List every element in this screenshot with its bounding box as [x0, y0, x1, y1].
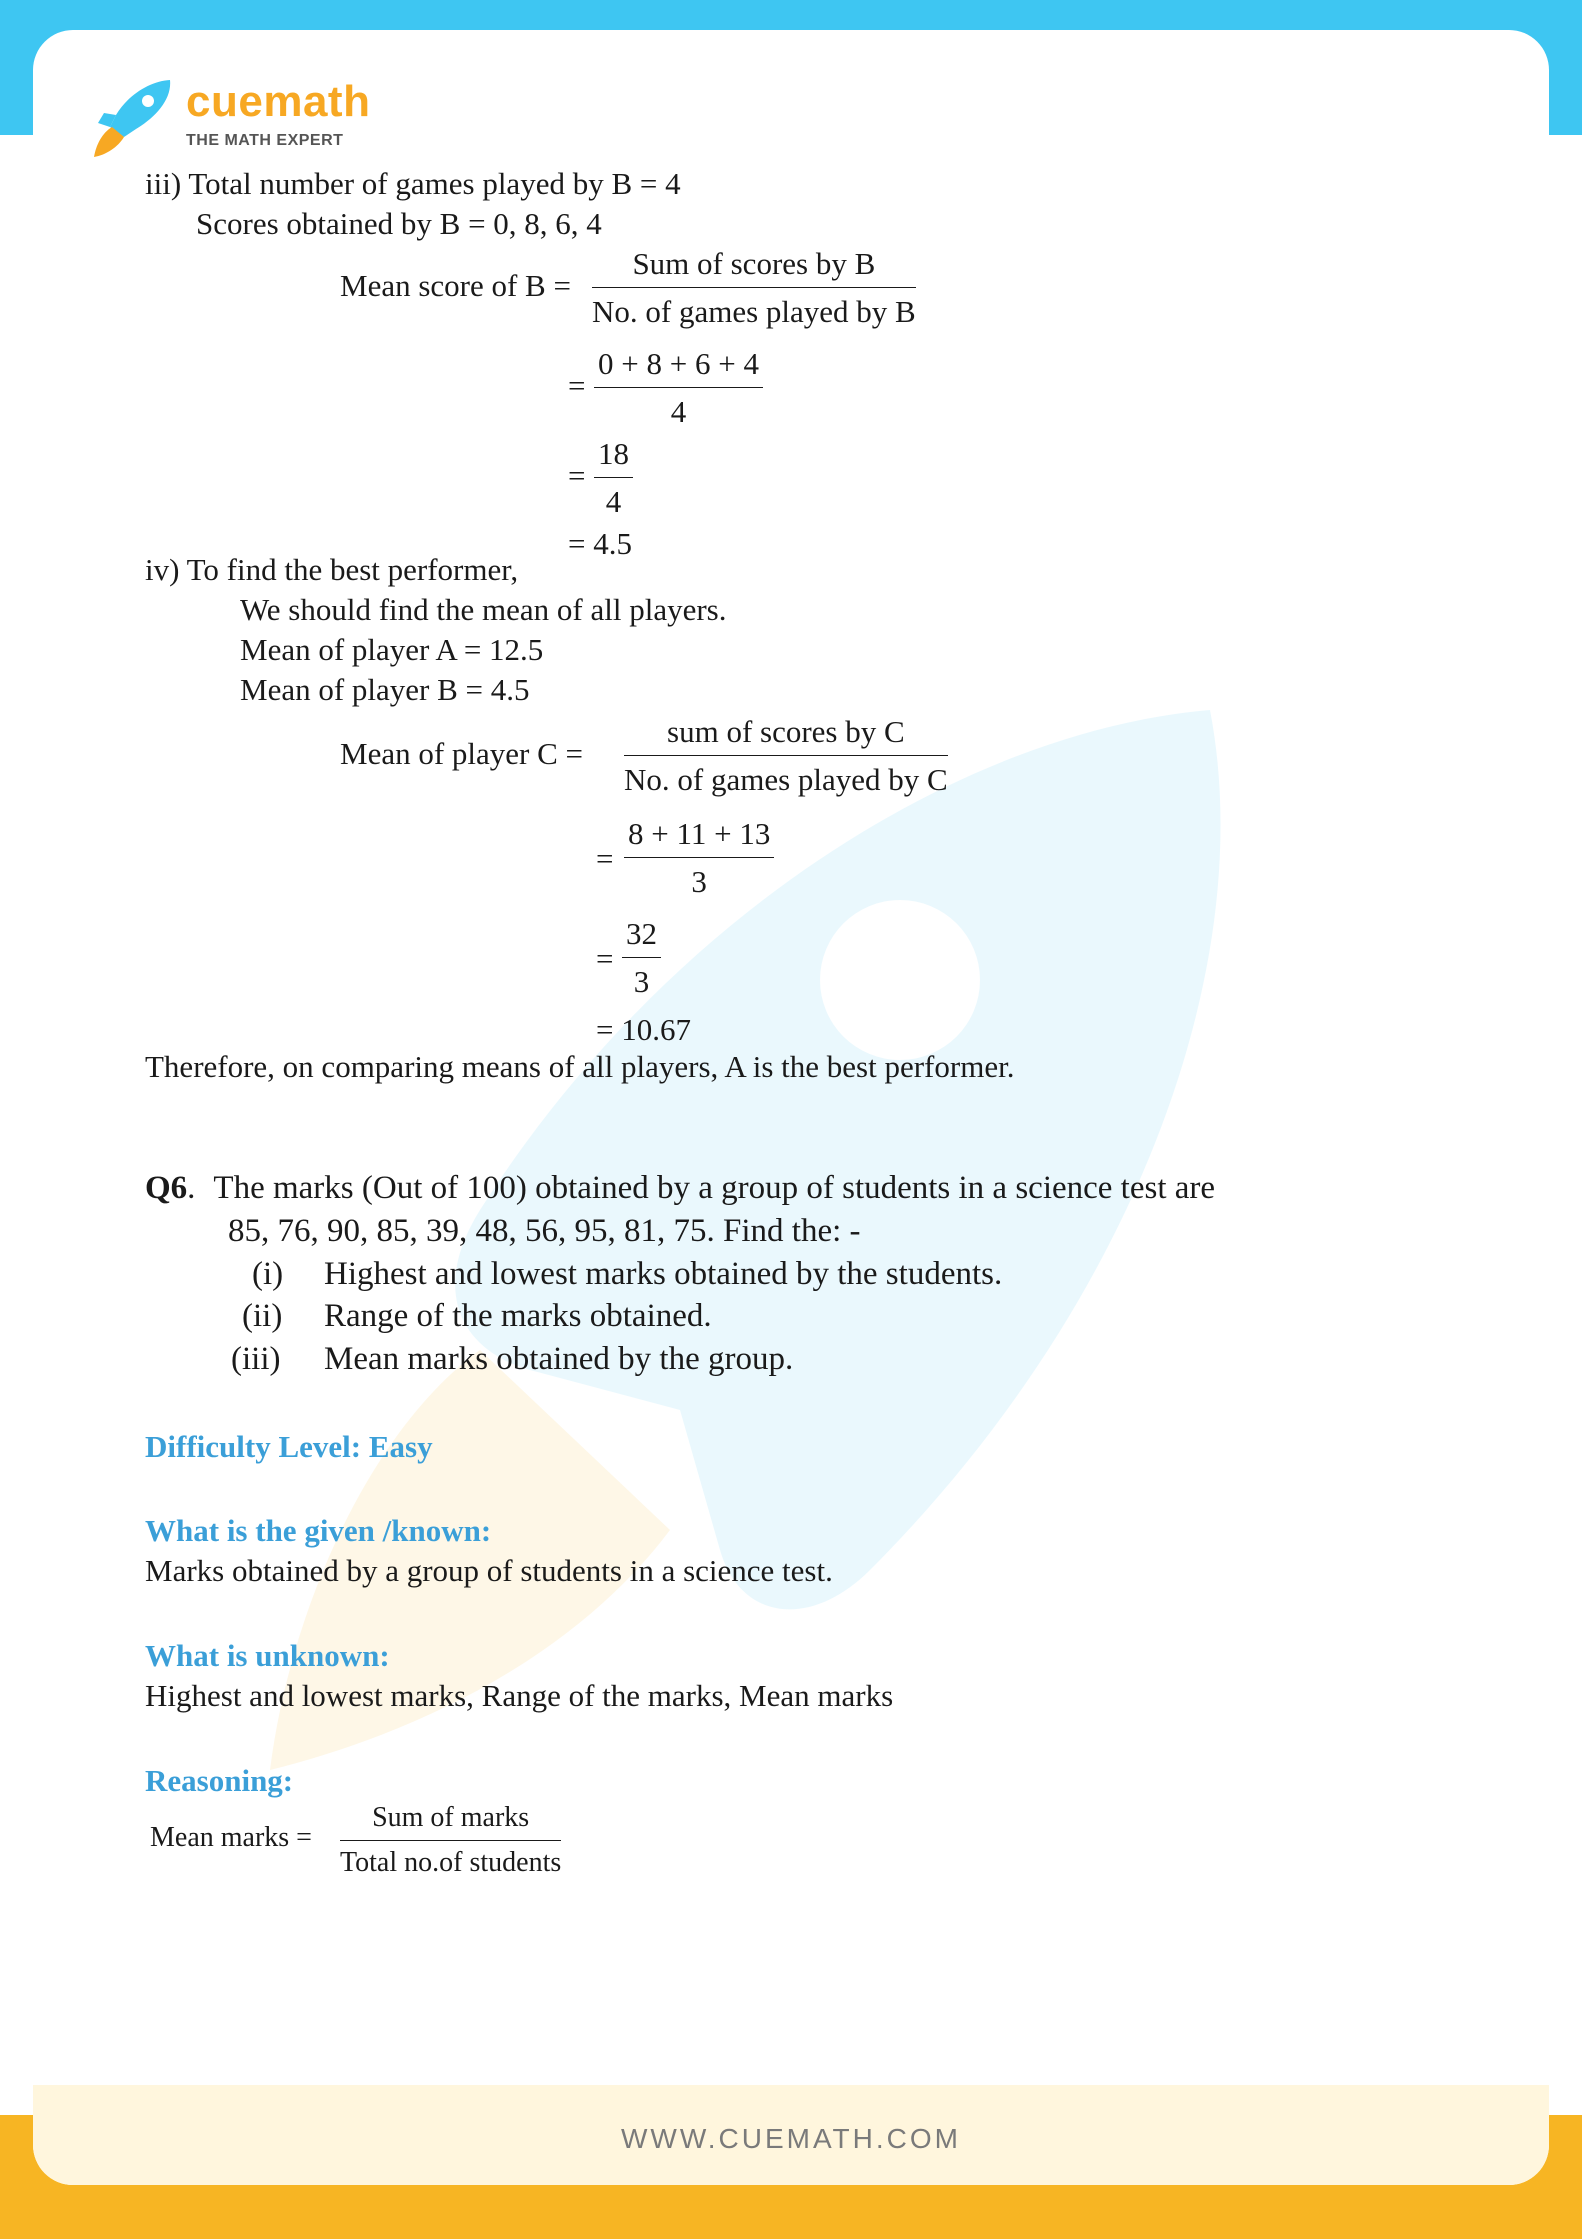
mean-b-label: Mean score of B = [340, 268, 571, 303]
mean-b-step2-numerator: 18 [594, 438, 633, 478]
mean-b-step1-denominator: 4 [670, 394, 687, 429]
mean-c-step1 [624, 818, 774, 897]
mean-c-step1-numerator: 8 + 11 + 13 [624, 818, 774, 858]
mean-b-result: = 4.5 [568, 526, 632, 561]
mean-c-label: Mean of player C = [340, 736, 584, 771]
mean-c-formula [624, 716, 948, 795]
mean-b-step2-denominator: 4 [605, 484, 622, 519]
q6-item-2-text: Range of the marks obtained. [324, 1298, 712, 1334]
q6-line1 [145, 1172, 1215, 1205]
logo[interactable] [186, 77, 371, 150]
part-iii-line1: iii) Total number of games played by B = 4 [145, 166, 681, 201]
mean-b-step1 [594, 348, 763, 427]
mean-c-step1-denominator: 3 [691, 864, 707, 899]
mean-c-step2 [622, 918, 661, 997]
reasoning-formula [340, 1804, 561, 1877]
unknown-heading: What is unknown: [145, 1638, 390, 1673]
eq-sign: = [568, 458, 586, 493]
given-text: Marks obtained by a group of students in a science test. [145, 1553, 833, 1588]
mean-c-step2-denominator: 3 [633, 964, 650, 999]
mean-c-denominator: No. of games played by C [624, 762, 948, 797]
part-iv-line1: iv) To find the best performer, [145, 552, 519, 587]
mean-b-denominator: No. of games played by B [592, 294, 916, 329]
website-url: WWW.CUEMATH.COM [621, 2123, 961, 2154]
part-iv-line2: We should find the mean of all players. [240, 592, 727, 627]
q6-item-3-num: (iii) [231, 1341, 281, 1377]
q6-item-1-num: (i) [252, 1256, 284, 1292]
mean-c-numerator: sum of scores by C [624, 716, 948, 756]
difficulty-level: Difficulty Level: Easy [145, 1429, 433, 1464]
reasoning-heading: Reasoning: [145, 1763, 294, 1798]
q6-item-1-text: Highest and lowest marks obtained by the students. [324, 1256, 1003, 1292]
cuemath-rocket-logo-icon [90, 75, 180, 160]
mean-b-step1-numerator: 0 + 8 + 6 + 4 [594, 348, 763, 388]
q6-dot: . [187, 1170, 196, 1206]
logo-name: cuemath [186, 77, 371, 126]
logo-tagline: THE MATH EXPERT [186, 132, 344, 149]
mean-c-result: = 10.67 [596, 1012, 691, 1047]
part-iii-line2: Scores obtained by B = 0, 8, 6, 4 [196, 206, 602, 241]
reasoning-denominator: Total no.of students [340, 1847, 562, 1878]
given-heading: What is the given /known: [145, 1513, 492, 1548]
mean-b-formula [592, 248, 916, 327]
eq-sign: = [596, 841, 614, 876]
eq-sign: = [596, 941, 614, 976]
q6-text2: 85, 76, 90, 85, 39, 48, 56, 95, 81, 75. Find the: - [228, 1213, 861, 1249]
part-iv-line3: Mean of player A = 12.5 [240, 632, 544, 667]
q6-item-2-num: (ii) [242, 1298, 283, 1334]
eq-sign: = [568, 368, 586, 403]
part-iv-conclusion: Therefore, on comparing means of all players, A is the best performer. [145, 1049, 1015, 1084]
q6-label: Q6 [145, 1170, 188, 1206]
q6-text1: The marks (Out of 100) obtained by a group of students in a science test are [213, 1170, 1216, 1206]
mean-c-step2-numerator: 32 [622, 918, 661, 958]
card-footer [33, 2085, 1549, 2185]
unknown-text: Highest and lowest marks, Range of the marks, Mean marks [145, 1678, 894, 1713]
reasoning-label: Mean marks = [150, 1822, 312, 1853]
mean-b-numerator: Sum of scores by B [592, 248, 916, 288]
q6-item-3-text: Mean marks obtained by the group. [324, 1341, 794, 1377]
part-iv-line4: Mean of player B = 4.5 [240, 672, 530, 707]
reasoning-numerator: Sum of marks [340, 1804, 561, 1841]
mean-b-step2 [594, 438, 633, 517]
